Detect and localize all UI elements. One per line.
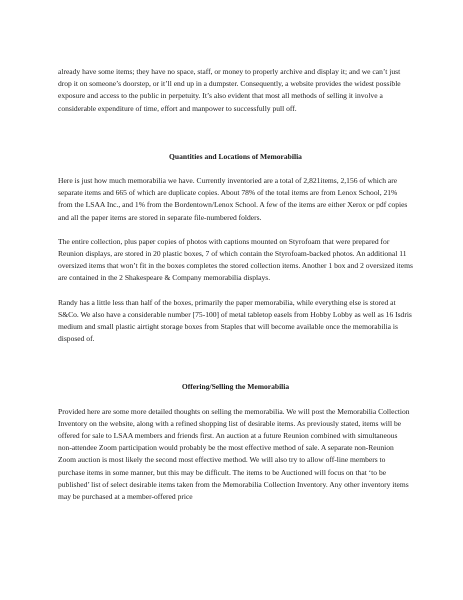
- paragraph-storage-boxes: The entire collection, plus paper copies of photos with captions mounted on Styrofoam that were prepared for Reunion displays, are stored in 20 plastic boxes, 7 of which contain the Styrofoam-backed photos. An additional 11 oversized items that won’t fit in the boxes completes the stored collection items. Another 1 box and 2 oversized items are contained in the 2 Shakespeare & Company memorabilia displays.: [58, 236, 413, 283]
- section-heading-offering: Offering/Selling the Memorabilia: [181, 382, 290, 392]
- paragraph-inventory-counts: Here is just how much memorabilia we have. Currently inventoried are a total of 2,821items, 2,156 of which are separate items and 665 of which are duplicate copies. About 78% of the total items are from Lenox School, 21% from the LSAA Inc., and 1% from the Bordentown/Lenox School. A few of the items are either Xerox or pdf copies and all the paper items are stored in separate file-numbered folders.: [58, 176, 408, 222]
- paragraph-storage-locations: Randy has a little less than half of the boxes, primarily the paper memorabilia, while everything else is stored at S&Co. We also have a considerable number [75-100] of metal tabletop easels from Hobby Lobby as well as 16 Isdris medium and small plastic airtight storage boxes from Staples that will become available once the memorabilia is disposed of.: [58, 297, 412, 344]
- paragraph-selling-details: Provided here are some more detailed thoughts on selling the memorabilia. We will post the Memorabilia Collection Inventory on the website, along with a refined shopping list of desirable items. As previously stated, items will be offered for sale to LSAA members and friends first. An auction at a future Reunion combined with simultaneous non-attendee Zoom participation would probably be the most effective method of sale. A separate non-Reunion Zoom auction is most likely the second most effective method. We will also try to allow off-line members to purchase items in some manner, but this may be difficult. The items to be Auctioned will focus on that ‘to be published’ list of select desirable items taken from the Memorabilia Collection Inventory. Any other inventory items may be purchased at a member-offered price: [58, 406, 410, 502]
- document-body: [58, 66, 413, 503]
- paragraph-archive-intro: already have some items; they have no space, staff, or money to properly archive and display it; and we can’t just drop it on someone’s doorstep, or it’ll end up in a dumpster. Consequently, a website provides the widest possible exposure and access to the public in perpetuity. It’s also evident that most all methods of selling it involve a considerable expenditure of time, effort and manpower to successfully pull off.: [58, 67, 401, 113]
- section-heading-quantities: Quantities and Locations of Memorabilia: [169, 151, 302, 161]
